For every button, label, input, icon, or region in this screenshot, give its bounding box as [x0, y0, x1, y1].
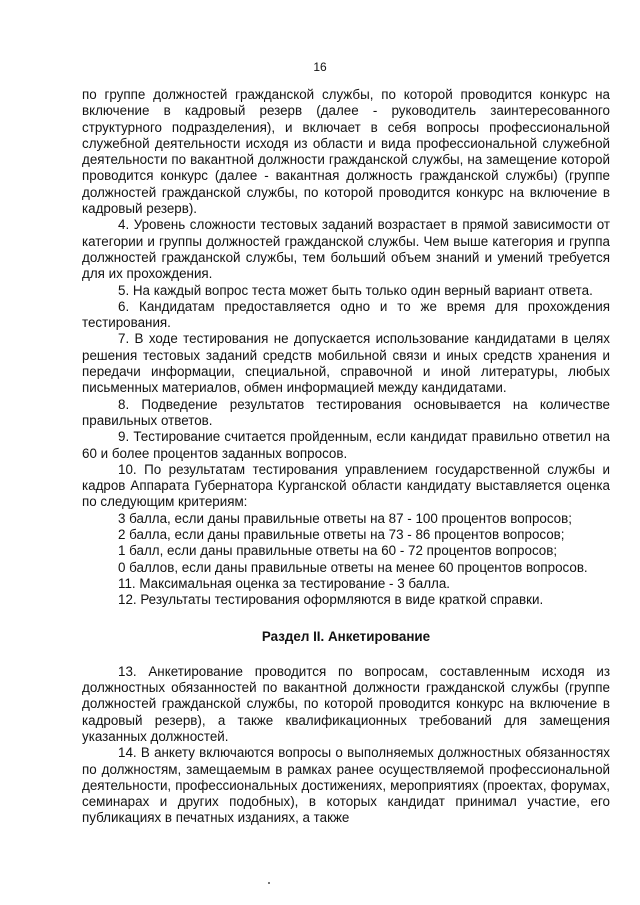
section-title: Раздел II. Анкетирование: [261, 628, 431, 644]
score-criterion-3: 3 балла, если даны правильные ответы на 87 - 100 процентов вопросов;: [118, 510, 572, 526]
paragraph-7: 7. В ходе тестирования не допускается использование кандидатами в целях решения тестовых заданий средств мобильной связи и иных средств хранения и передачи информации, специальной, справочной и иной литературы, любых письменных материалов, обмен информацией между кандидатами.: [82, 331, 610, 396]
page-number: 16: [313, 60, 327, 74]
paragraph-4: 4. Уровень сложности тестовых заданий возрастает в прямой зависимости от категории и группы должностей гражданской службы. Чем выше категория и группа должностей гражданской службы, тем больший объем знаний и умений требуется для их прохождения.: [82, 217, 610, 282]
paragraph-11: 11. Максимальная оценка за тестирование - 3 балла.: [118, 575, 451, 591]
score-criterion-2: 2 балла, если даны правильные ответы на 73 - 86 процентов вопросов;: [118, 527, 565, 543]
paragraph-5: 5. На каждый вопрос теста может быть только один верный вариант ответа.: [118, 282, 593, 298]
paragraph-9: 9. Тестирование считается пройденным, если кандидат правильно ответил на 60 и более процентов заданных вопросов.: [82, 429, 610, 461]
paragraph-8: 8. Подведение результатов тестирования основывается на количестве правильных ответов.: [82, 396, 610, 428]
scan-artifact-dot: [268, 882, 270, 884]
paragraph-13: 13. Анкетирование проводится по вопросам, составленным исходя из должностных обязанностей по вакантной должности гражданской службы (группе должностей гражданской службы, по которой проводится конкурс на включение в кадровый резерв), а также квалификационных требований для замещения указанных должностей.: [82, 663, 610, 744]
paragraph-continuation: по группе должностей гражданской службы, по которой проводится конкурс на включение в кадровый резерв (далее - руководитель заинтересованного структурного подразделения), и включает в себя вопросы профессиональной служебной деятельности исходя из области и вида профессиональной служебной деятельности по вакантной должности гражданской службы, на замещение которой проводится конкурс (далее - вакантная должность гражданской службы) (группе должностей гражданской службы, по которой проводится конкурс на включение в кадровый резерв).: [82, 87, 610, 217]
paragraph-6: 6. Кандидатам предоставляется одно и то же время для прохождения тестирования.: [82, 298, 610, 331]
document-body: [82, 87, 610, 827]
paragraph-12: 12. Результаты тестирования оформляются в виде краткой справки.: [118, 592, 544, 608]
paragraph-14: 14. В анкету включаются вопросы о выполняемых должностных обязанностях по должностям, замещаемым в рамках ранее осуществляемой профессиональной деятельности, профессиональных достижениях, мероприятиях (проектах, форумах, семинарах и других подобных), в которых кандидат принимал участие, его публикациях в печатных изданиях, а также: [82, 745, 610, 826]
score-criterion-1: 1 балл, если даны правильные ответы на 60 - 72 процентов вопросов;: [118, 543, 558, 559]
score-criterion-0: 0 баллов, если даны правильные ответы на менее 60 процентов вопросов.: [118, 559, 588, 575]
paragraph-10: 10. По результатам тестирования управлением государственной службы и кадров Аппарата Губернатора Курганской области кандидату выставляется оценка по следующим критериям:: [82, 461, 610, 510]
